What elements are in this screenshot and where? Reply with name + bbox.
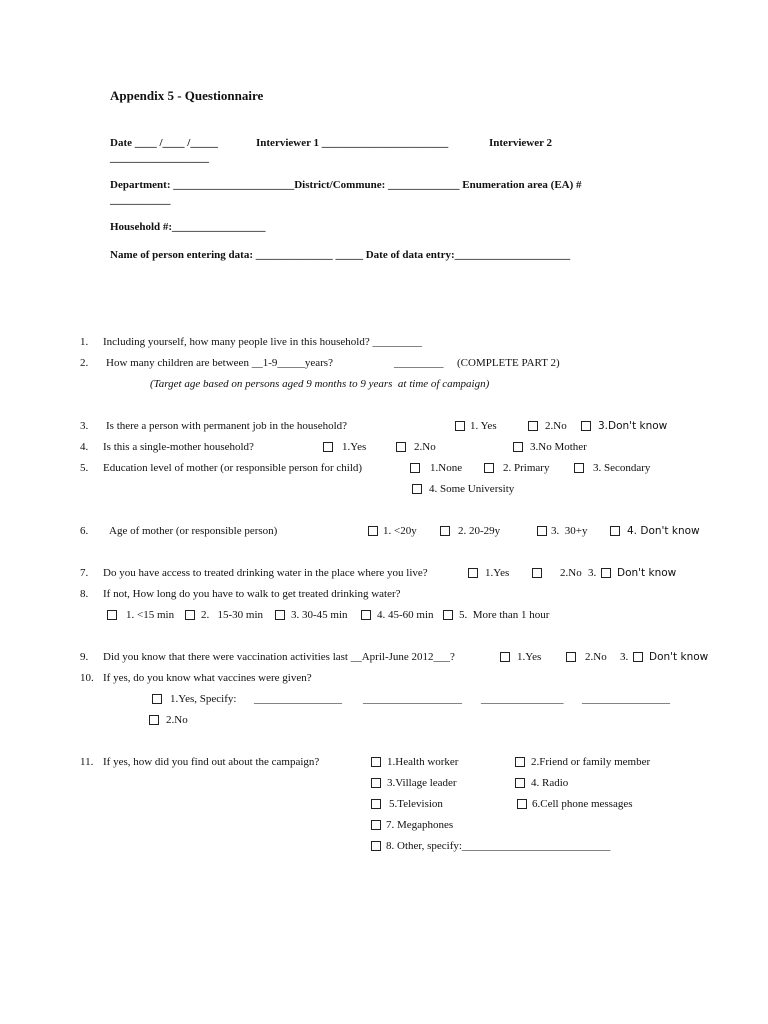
q7-number: 7. xyxy=(80,567,89,579)
q8-checkbox-5[interactable] xyxy=(443,610,453,620)
q4-number: 4. xyxy=(80,441,89,453)
q8-option-1: 1. <15 min xyxy=(126,609,175,621)
q8-number: 8. xyxy=(80,588,89,600)
q3-text: Is there a person with permanent job in the household? xyxy=(106,420,348,432)
q11-checkbox-1[interactable] xyxy=(371,757,381,767)
interviewer2-line: __________________ xyxy=(110,152,209,164)
q11-option-2: 2.Friend or family member xyxy=(531,756,651,768)
q5-option-4: 4. Some University xyxy=(429,483,515,495)
q11-checkbox-4[interactable] xyxy=(515,778,525,788)
q7-text: Do you have access to treated drinking water in the place where you live? xyxy=(103,567,428,579)
q6-checkbox-4[interactable] xyxy=(610,526,620,536)
q4-option-2: 2.No xyxy=(414,441,436,453)
q8-checkbox-1[interactable] xyxy=(107,610,117,620)
q3-option-3: 3.Don't know xyxy=(598,420,668,432)
q6-option-3: 3. 30+y xyxy=(551,525,588,537)
q8-option-5: 5. More than 1 hour xyxy=(459,609,550,621)
q10-specify-line-3[interactable]: _______________ xyxy=(481,693,564,705)
q8-option-3: 3. 30-45 min xyxy=(291,609,348,621)
q2-text: How many children are between __1-9_____years? xyxy=(106,357,333,369)
q4-option-3: 3.No Mother xyxy=(530,441,587,453)
q8-checkbox-3[interactable] xyxy=(275,610,285,620)
q5-text: Education level of mother (or responsible person for child) xyxy=(103,462,363,474)
q5-option-2: 2. Primary xyxy=(503,462,550,474)
q6-option-2: 2. 20-29y xyxy=(458,525,501,537)
q11-text: If yes, how did you find out about the campaign? xyxy=(103,756,320,768)
q10-option-2: 2.No xyxy=(166,714,188,726)
q5-checkbox-1[interactable] xyxy=(410,463,420,473)
q8-checkbox-2[interactable] xyxy=(185,610,195,620)
q11-option-1: 1.Health worker xyxy=(387,756,459,768)
q7-checkbox-1[interactable] xyxy=(468,568,478,578)
q10-specify-line-2[interactable]: __________________ xyxy=(363,693,462,705)
q3-option-1: 1. Yes xyxy=(470,420,497,432)
q1-number: 1. xyxy=(80,336,89,348)
q6-option-4: 4. Don't know xyxy=(627,525,700,537)
q11-checkbox-8[interactable] xyxy=(371,841,381,851)
q5-option-1: 1.None xyxy=(430,462,463,474)
q8-checkbox-4[interactable] xyxy=(361,610,371,620)
q10-number: 10. xyxy=(80,672,94,684)
q3-number: 3. xyxy=(80,420,89,432)
q4-checkbox-2[interactable] xyxy=(396,442,406,452)
q11-checkbox-6[interactable] xyxy=(517,799,527,809)
q4-text: Is this a single-mother household? xyxy=(103,441,254,453)
department-label: Department: ______________________District/Commune: _____________ Enumeration area (EA) # xyxy=(110,179,582,191)
q5-checkbox-2[interactable] xyxy=(484,463,494,473)
q7-option-3: Don't know xyxy=(617,567,677,579)
q6-option-1: 1. <20y xyxy=(383,525,417,537)
q3-option-2: 2.No xyxy=(545,420,567,432)
q6-checkbox-2[interactable] xyxy=(440,526,450,536)
q5-option-3: 3. Secondary xyxy=(593,462,651,474)
q9-checkbox-2[interactable] xyxy=(566,652,576,662)
page-title: Appendix 5 - Questionnaire xyxy=(110,88,264,103)
q9-number: 9. xyxy=(80,651,89,663)
q11-option-7: 7. Megaphones xyxy=(386,819,454,831)
q11-option-8: 8. Other, specify:___________________________ xyxy=(386,840,611,852)
q6-text: Age of mother (or responsible person) xyxy=(109,525,278,537)
q6-checkbox-1[interactable] xyxy=(368,526,378,536)
q10-specify-line-1[interactable]: ________________ xyxy=(254,693,342,705)
q11-option-3: 3.Village leader xyxy=(387,777,457,789)
q11-checkbox-3[interactable] xyxy=(371,778,381,788)
data-entry-label: Name of person entering data: ______________ _____ Date of data entry:_____________________ xyxy=(110,249,571,261)
ea-line: ___________ xyxy=(110,194,171,206)
q6-checkbox-3[interactable] xyxy=(537,526,547,536)
q10-option-1: 1.Yes, Specify: xyxy=(170,693,237,705)
q9-checkbox-1[interactable] xyxy=(500,652,510,662)
q4-option-1: 1.Yes xyxy=(342,441,367,453)
q9-checkbox-3[interactable] xyxy=(633,652,643,662)
q2-blank: _________ xyxy=(394,357,444,369)
q9-text: Did you know that there were vaccination activities last __April-June 2012___? xyxy=(103,651,455,663)
interviewer1-label: Interviewer 1 _______________________ xyxy=(256,137,449,149)
q5-checkbox-4[interactable] xyxy=(412,484,422,494)
q10-checkbox-1[interactable] xyxy=(152,694,162,704)
q3-checkbox-3[interactable] xyxy=(581,421,591,431)
q3-checkbox-2[interactable] xyxy=(528,421,538,431)
date-label: Date ____ /____ /_____ xyxy=(110,137,218,149)
q8-option-4: 4. 45-60 min xyxy=(377,609,434,621)
q8-text: If not, How long do you have to walk to get treated drinking water? xyxy=(103,588,401,600)
q1-text: Including yourself, how many people live in this household? _________ xyxy=(103,336,422,348)
q2-note: (COMPLETE PART 2) xyxy=(457,357,560,369)
q11-checkbox-7[interactable] xyxy=(371,820,381,830)
q9-option-3-number: 3. xyxy=(620,651,629,663)
q7-checkbox-3[interactable] xyxy=(601,568,611,578)
q5-number: 5. xyxy=(80,462,89,474)
household-label: Household #:_________________ xyxy=(110,221,266,233)
q4-checkbox-3[interactable] xyxy=(513,442,523,452)
q11-checkbox-2[interactable] xyxy=(515,757,525,767)
q7-option-1: 1.Yes xyxy=(485,567,510,579)
q7-option-3-number: 3. xyxy=(588,567,597,579)
q9-option-3: Don't know xyxy=(649,651,709,663)
q3-checkbox-1[interactable] xyxy=(455,421,465,431)
q9-option-1: 1.Yes xyxy=(517,651,542,663)
q8-option-2: 2. 15-30 min xyxy=(201,609,264,621)
q2-number: 2. xyxy=(80,357,89,369)
q9-option-2: 2.No xyxy=(585,651,607,663)
q6-number: 6. xyxy=(80,525,89,537)
q10-checkbox-2[interactable] xyxy=(149,715,159,725)
q4-checkbox-1[interactable] xyxy=(323,442,333,452)
q11-option-6: 6.Cell phone messages xyxy=(532,798,633,810)
q11-number: 11. xyxy=(80,756,94,768)
q7-checkbox-2[interactable] xyxy=(532,568,542,578)
q11-checkbox-5[interactable] xyxy=(371,799,381,809)
q11-option-4: 4. Radio xyxy=(531,777,569,789)
q5-checkbox-3[interactable] xyxy=(574,463,584,473)
q2-hint: (Target age based on persons aged 9 months to 9 years at time of campaign) xyxy=(150,378,490,390)
q7-option-2: 2.No xyxy=(560,567,582,579)
q10-specify-line-4[interactable]: ________________ xyxy=(582,693,670,705)
q10-text: If yes, do you know what vaccines were given? xyxy=(103,672,312,684)
q11-option-5: 5.Television xyxy=(389,798,443,810)
interviewer2-label: Interviewer 2 xyxy=(489,137,553,149)
